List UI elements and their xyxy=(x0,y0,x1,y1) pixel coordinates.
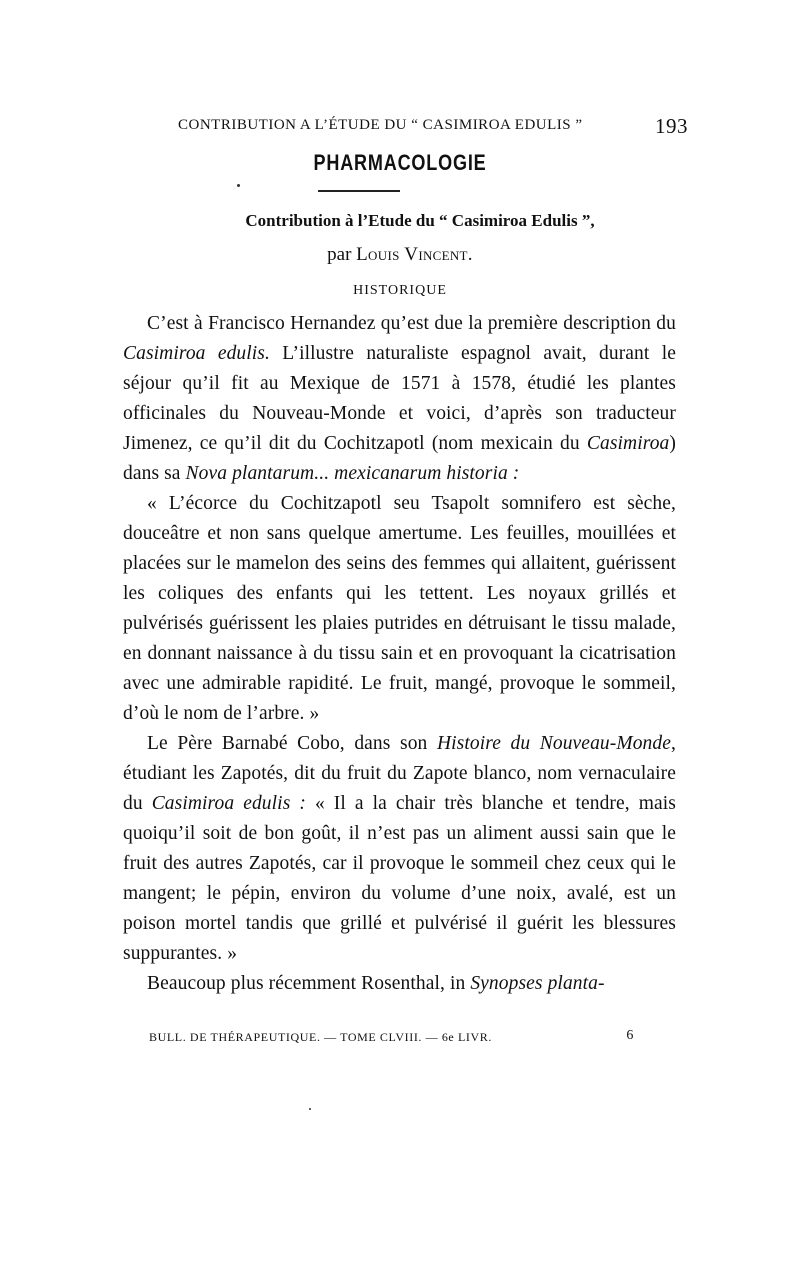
signature-mark: 6 xyxy=(626,1028,634,1043)
paragraph-1: C’est à Francisco Hernandez qu’est due la première description du Casimiroa edulis. L’illustre naturaliste espagnol avait, durant le séjour qu’il fit au Mexique de 1571 à 1578, étudié les plantes officinales du Nouveau-Monde et voici, d’après son traducteur Jimenez, ce qu’il dit du Cochitzapotl (nom mexicain du Casimiroa) dans sa Nova plantarum... mexicanarum historia : xyxy=(123,313,676,484)
print-speck xyxy=(237,184,240,187)
article-title: Contribution à l’Etude du “ Casimiroa Edulis ”, xyxy=(245,211,595,230)
subheading: HISTORIQUE xyxy=(353,283,447,298)
page-number: 193 xyxy=(655,114,688,138)
paragraph-3: Le Père Barnabé Cobo, dans son Histoire du Nouveau-Monde, étudiant les Zapotés, dit du fruit du Zapote blanco, nom vernaculaire du Casimiroa edulis : « Il a la chair très blanche et tendre, mais quoiqu’il soit de bon goût, il n’est pas un aliment aussi sain que le fruit des autres Zapotés, car il provoque le sommeil chez ceux qui le mangent; le pépin, environ du volume d’une noix, avalé, est un poison mortel tandis que grillé et pulvérisé il guérit les blessures suppurantes. » xyxy=(123,733,676,964)
author-name: Louis Vincent. xyxy=(356,244,473,265)
body-text xyxy=(123,309,676,999)
paragraph-2: « L’écorce du Cochitzapotl seu Tsapolt somnifero est sèche, douceâtre et non sans quelque amertume. Les feuilles, mouillées et placées sur le mamelon des seins des femmes qui allaitent, guérissent les coliques des enfants qui les tettent. Les noyaux grillés et pulvérisés guérissent les plaies putrides en détruisant le tissu malade, en donnant naissance à du tissu sain et en provoquant la cicatrisation avec une admirable rapidité. Le fruit, mangé, provoque le sommeil, d’où le nom de l’arbre. » xyxy=(123,493,676,724)
section-title: PHARMACOLOGIE xyxy=(313,150,487,175)
running-head-title: CONTRIBUTION A L’ÉTUDE DU “ CASIMIROA EDULIS ” xyxy=(178,117,583,133)
footer-journal-line: BULL. DE THÉRAPEUTIQUE. — TOME CLVIII. — 6e LIVR. xyxy=(149,1030,492,1044)
byline-prefix: par xyxy=(327,244,352,265)
print-speck xyxy=(309,1108,311,1110)
byline xyxy=(0,244,800,266)
paragraph-4: Beaucoup plus récemment Rosenthal, in Synopses planta- xyxy=(147,973,605,994)
title-rule xyxy=(318,190,400,192)
